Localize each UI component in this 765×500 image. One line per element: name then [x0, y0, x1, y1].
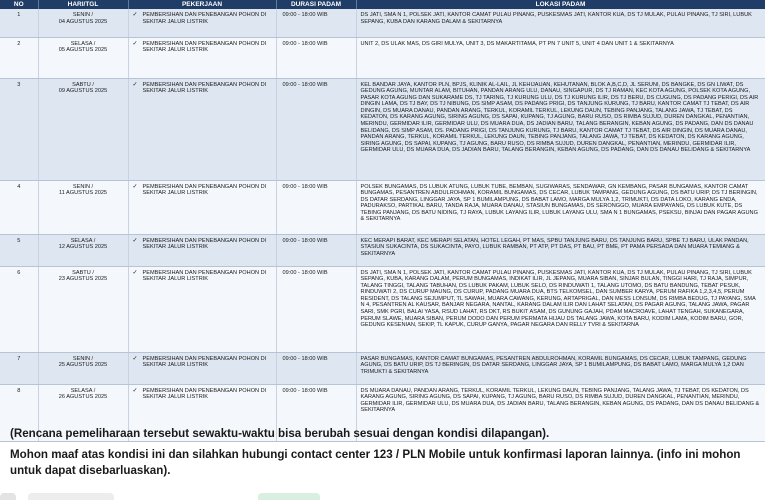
cell-pekerjaan	[128, 352, 276, 384]
checkmark-icon: ✓	[132, 81, 138, 88]
cell-pekerjaan-text: PEMBERSIHAN DAN PENEBANGAN POHON DI SEKITAR JALUR LISTRIK	[142, 81, 267, 95]
cell-durasi: 09:00 - 18:00 WIB	[276, 352, 356, 384]
cell-pekerjaan	[128, 78, 276, 180]
cell-pekerjaan-text: PEMBERSIHAN DAN PENEBANGAN POHON DI SEKITAR JALUR LISTRIK	[142, 40, 267, 54]
cell-pekerjaan-text: PEMBERSIHAN DAN PENEBANGAN POHON DI SEKITAR JALUR LISTRIK	[142, 12, 267, 25]
note-contact: Mohon maaf atas kondisi ini dan silahkan hubungi contact center 123 / PLN Mobile untuk konfirmasi laporan lainnya. (info ini mohon untuk dapat disebarluaskan).	[10, 448, 741, 477]
cell-hari	[38, 266, 128, 352]
cell-hari-date: 23 AGUSTUS 2025	[58, 276, 108, 283]
table-row	[0, 234, 765, 266]
checkmark-icon: ✓	[132, 269, 138, 276]
cell-hari-day: SENIN /	[72, 12, 94, 18]
header-no: NO	[0, 0, 38, 9]
cell-hari-date: 04 AGUSTUS 2025	[58, 18, 108, 25]
table-row	[0, 266, 765, 352]
cell-lokasi: DS MUARA DANAU, PANDAN ARANG, TERKUL, KORAMIL TERKUL, LEKUNG DAUN, TEBING PANJANG, TALANG JAWA, TJ TEBAT, DS KEDATON, DS KARANG AGUNG, SIRING AGUNG, DS SAPAI, KUPANG, TJ AGUNG, BARU RUSO, DS RIMBA SUJUD, DUREN DANGKAL, PENANTIAN, MERINDU, GERMIDAR ILIR, GERMIDAR ULU, DS MUARA DUA, DS JADIAN BARU, TALANG BERANGIN, KEBAN AGUNG, DS PADANG, DAN DS DANAU BELIDANG & SEKITARNYA	[356, 384, 765, 441]
checkmark-icon: ✓	[132, 237, 138, 244]
cell-hari	[38, 234, 128, 266]
cell-lokasi: DS JATI, SMA N 1, POLSEK JATI, KANTOR CAMAT PULAU PINANG, PUSKESMAS JATI, KANTOR KUA, DS TJ MULAK, PULAU PINANG, TJ SIRI, LUBUK SEPANG, KUBA DAN KARANG DALAM & SEKITARNYA	[356, 9, 765, 37]
cell-hari-day: SENIN /	[72, 355, 94, 362]
cell-hari-day: SELASA /	[70, 237, 96, 244]
cell-hari	[38, 352, 128, 384]
cell-lokasi: UNIT 2, DS ULAK MAS, DS GIRI MULYA, UNIT 3, DS MAKARTITAMA, PT PN 7 UNIT 5, UNIT 4 DAN UNIT 1 & SEKITARNYA	[356, 37, 765, 78]
cell-hari-date: 11 AGUSTUS 2025	[58, 190, 108, 197]
header-durasi: DURASI PADAM	[276, 0, 356, 9]
cell-durasi: 09:00 - 18:00 WIB	[276, 266, 356, 352]
cell-durasi: 09:00 - 18:00 WIB	[276, 384, 356, 441]
cell-no: 7	[0, 352, 38, 384]
cell-pekerjaan-text: PEMBERSIHAN DAN PENEBANGAN POHON DI SEKITAR JALUR LISTRIK	[142, 183, 267, 197]
cell-durasi: 09:00 - 18:00 WIB	[276, 9, 356, 37]
footer-banner-fragment	[28, 493, 114, 500]
footer-app-fragment	[258, 493, 320, 500]
cell-lokasi: KEL BANDAR JAYA, KANTOR PLN, BPJS, KLINIK AL-LAIL, JL KEHIJAUAN, KEHUTANAN, BLOK A,B,C,D, JL SERUNI, DS BANGKE, DS GN LIWAT, DS GEDUNG AGUNG, MUNTAR ALAM, BITUHAN, PANDAN ARANG ULU, DANAU, SINGAPUR, DS TJ RAMAN, KEC KOTA AGUNG, POLSEK KOTA AGUNG, PASAR KOTA AGUNG DAN SUKARAME DS, TJ TARING, TJ KURUNG ULU, DS TJ KURUNG ILIR, DS TJ BERU, DS CUGUNG, DS PADANG PERIGI, DS AIR DINGIN LAMA, DS TJ BAY, DS TJ NIBUNG, DS SIMP ASAM, DS PADANG PRIGI, DS TANJUNG KURUNG, TJ BARU, KANTOR CAMAT TJ TEBAT, DS AIR DINGIN, DS MUARA DANAU, PANDAN ARANG, TERKUL, KORAMIL TERKUL, LEKUNG DAUN, TEBING PANJANG, TALANG JAWA, TJ TEBAT, DS KEDATON, DS KARANG AGUNG, SIRING AGUNG, DS SAPAI, KUPANG, TJ AGUNG, BARU RUSO, DS RIMBA SUJUD, DUREN DANGKAL, PENANTIAN, MERINDU, GERMIDAR ILIR, GERMIDAR ULU, DS MUARA DUA, DS JADIAN BARU, TALANG BERANGIN, KEBAN AGUNG, DS PADANG, DAN DS DANAU BELIDANG, DS SIMP ASAM, DS. PADANG PRIGI, DS TANJUNG KURUNG, TJ BARU, KANTOR CAMAT TJ TEBAT, DS AIR DINGIN, DS MUARA DANAU, PANDAN ARANG, TERKUL, KORAMIL TERKUL, LEKUNG DAUN, TEBING PANJANG, TALANG JAWA, TJ TEBAT, DS KEDATON, DS KARANG AGUNG, SIRING AGUNG, DS SAPAI, KUPANG, TJ AGUNG, BARU RUSO, DS RIMBA SUJUD, DUREN DANGKAL, PENANTIAN, MERINDU, GERMIDAR ILIR, GERMIDAR ULU, DS MUARA DUA, DS JADIAN BARU, TALANG BERANGIN, KEBAN AGUNG, DS PADANG, DAN DS DANAU BELIDANG & SEKITARNYA	[356, 78, 765, 180]
checkmark-icon: ✓	[132, 40, 138, 47]
cell-pekerjaan-text: PEMBERSIHAN DAN PENEBANGAN POHON DI SEKITAR JALUR LISTRIK	[142, 237, 267, 251]
cell-hari-date: 25 AGUSTUS 2025	[58, 362, 108, 369]
cell-lokasi: DS JATI, SMA N 1, POLSEK JATI, KANTOR CAMAT PULAU PINANG, PUSKESMAS JATI, KANTOR KUA, DS TJ MULAK, PULAU PINANG, TJ SIRI, LUBUK SEPANG, KUBA, KARANG DALAM, PERUM BUNGAMAS, INDIKAT ILIR, JL JEPANG, MUARA SIBAN, SINJAR BULAN, TINGGI HARI, TJ RAJA, SIMPUR, TALANG TINGGI, TALANG TABUHAN, DS LUBUK PAKAM, LUBUK SELO, DS RINDUWATI 1, TALANG UTOMO, DS BATU BANDUNG, TEBAT PESUK, RINDUWATI 2, DS CURUP MAUNG, DS CURUP, PADANG MUARA DUA, BTS TELKOMSEL, DAN SUMBER KARYA, PERUM RAFIKA 1,2,3,4,5, PERUM RESIDENT, DS TALANG SEJUMPUT, TL SAWAH, MUARA CAWANG, KERUNG, ARTAPRIGAL, DAN MESS LONSUM, DS RIMBA BEDUG, TJ PAYANG, SMA N 4, PESANTREN AL KAUSAR, BANJAR NEGARA, NANTAL, KARANG DALAM ILIR DAN LAHAT SELATAN, DS PAGAR AGUNG, TALANG JAWA, PAGAR SARI, SMK PGRI, BALAI YASA, RSUD LAHAT, RS DKT, RS BUKIT ASAM, DS GUNUNG GAJAH, PDAM MACROAVE, LAHAT TENGAH, SUKANEGARA, PERUM SLAWE, MUARA SIBAN, PERUM DODO DAN PERUM PERMATA HIJAU DS TALANG JAWA, KOTA BARU, KODIM LAMA, KODIM BARU, GOR, GEDUNG KESENIAN, SEKIP, TL KAPUK, CURUP GANYA, PAGAR NEGARA DAN RELLY TVRI & SEKITARNA	[356, 266, 765, 352]
cell-hari-date: 09 AGUSTUS 2025	[58, 88, 108, 95]
table-row	[0, 78, 765, 180]
table-row	[0, 9, 765, 37]
cell-durasi: 09:00 - 18:00 WIB	[276, 37, 356, 78]
cell-hari	[38, 37, 128, 78]
cell-hari-date: 26 AGUSTUS 2025	[58, 394, 108, 401]
cell-lokasi: KEC MERAPI BARAT, KEC MERAPI SELATAN, HOTEL LEGAH, PT MAS, SPBU TANJUNG BARU, DS TANJUNG BARU, SPBE TJ BARU, ULAK PANDAN, STASIUN SUKACINTA, DS SUKACINTA, PAYO, LUBUK RAMBAN, PT ATP, PT DAS, PT BAU, PT BME, PT PAMA PERSADA DAN MUARA TEMIANG & SEKITARNYA	[356, 234, 765, 266]
cell-hari-day: SENIN /	[72, 183, 94, 190]
table-row	[0, 37, 765, 78]
header-lokasi: LOKASI PADAM	[356, 0, 765, 9]
cell-hari-date: 05 AGUSTUS 2025	[58, 47, 108, 54]
cell-hari	[38, 78, 128, 180]
cell-no: 8	[0, 384, 38, 441]
cell-hari	[38, 9, 128, 37]
table-row	[0, 352, 765, 384]
table-header-row	[0, 0, 765, 9]
cell-no: 1	[0, 9, 38, 37]
cell-durasi: 09:00 - 18:00 WIB	[276, 78, 356, 180]
cell-pekerjaan-text: PEMBERSIHAN DAN PENEBANGAN POHON DI SEKITAR JALUR LISTRIK	[142, 355, 267, 369]
footer-logo-fragment	[0, 493, 16, 500]
cell-pekerjaan	[128, 234, 276, 266]
cell-hari-date: 12 AGUSTUS 2025	[58, 244, 108, 251]
cell-durasi: 09:00 - 18:00 WIB	[276, 180, 356, 234]
cell-hari-day: SABTU /	[72, 269, 94, 276]
cell-durasi: 09:00 - 18:00 WIB	[276, 234, 356, 266]
cell-hari-day: SABTU /	[72, 81, 94, 88]
cell-hari-day: SELASA /	[70, 387, 96, 394]
header-pekerjaan: PEKERJAAN	[128, 0, 276, 9]
cell-no: 3	[0, 78, 38, 180]
cell-pekerjaan	[128, 180, 276, 234]
cell-pekerjaan-text: PEMBERSIHAN DAN PENEBANGAN POHON DI SEKITAR JALUR LISTRIK	[142, 387, 267, 401]
checkmark-icon: ✓	[132, 387, 138, 394]
cell-no: 5	[0, 234, 38, 266]
checkmark-icon: ✓	[132, 12, 138, 18]
cell-no: 4	[0, 180, 38, 234]
cell-hari-day: SELASA /	[70, 40, 96, 47]
checkmark-icon: ✓	[132, 355, 138, 362]
cell-hari	[38, 180, 128, 234]
cell-pekerjaan	[128, 37, 276, 78]
cell-lokasi: PASAR BUNGAMAS, KANTOR CAMAT BUNGAMAS, PESANTREN ABDULROHMAN, KORAMIL BUNGAMAS, DS CECAR, LUBUK TAMPANG, GEDUNG AGUNG, DS BATU URIP, DS TJ BERINGIN, DS DATAR SERDANG, LINGGAR JAYA, SP 1 BUMILAMPUNG, DS BABAT LAMO, MARGA MULYA 1,2 DAN TRIMUKTI & SEKITARNYA	[356, 352, 765, 384]
cell-pekerjaan-text: PEMBERSIHAN DAN PENEBANGAN POHON DI SEKITAR JALUR LISTRIK	[142, 269, 267, 283]
cell-pekerjaan	[128, 9, 276, 37]
cell-pekerjaan	[128, 266, 276, 352]
checkmark-icon: ✓	[132, 183, 138, 190]
table-row	[0, 180, 765, 234]
header-hari: HARI/TGL	[38, 0, 128, 9]
cell-no: 2	[0, 37, 38, 78]
cell-no: 6	[0, 266, 38, 352]
cell-lokasi: POLSEK BUNGAMAS, DS LUBUK ATUNG, LUBUK TUBE, BEMBAN, SUGIWARAS, SENDAWAR, GN KEMBANG, PASAR BUNGAMAS, KANTOR CAMAT BUNGAMAS, PESANTREN ABDULROHMAN, KORAMIL BUNGAMAS, DS CECAR, LUBUK TAMPANG, GEDUNG AGUNG, DS BATU URIP, DS TJ BERINGIN, DS DATAR SERDANG, LINGGAR JAYA, SP 1 BUMILAMPUNG, DS BABAT LAMO, MARGA MULYA 1,2, TRIMUKTI, DS DATA LOKO, KARANG ENDA, PADURAKSO, PARTIKAL BARU, TANDA RAJA, MUARA DANAU, STASIUN BUNGAMAS, DS SERONGGO, MUARA EMPAYANG, DS LUBUK KUTE, DS TEBING PANJANG, DS BATU NIDING, TJ RAYA, LUBUK LAYANG ILIR, LUBUK LAYANG ULU, SMA N 1 BUNGAMAS, PSEKSU, BINJAI DAN PAGAR AGUNG & SEKITARNYA	[356, 180, 765, 234]
notes-section	[10, 427, 760, 479]
note-disclaimer: (Rencana pemeliharaan tersebut sewaktu-waktu bisa berubah sesuai dengan kondisi dilapangan).	[10, 427, 550, 440]
